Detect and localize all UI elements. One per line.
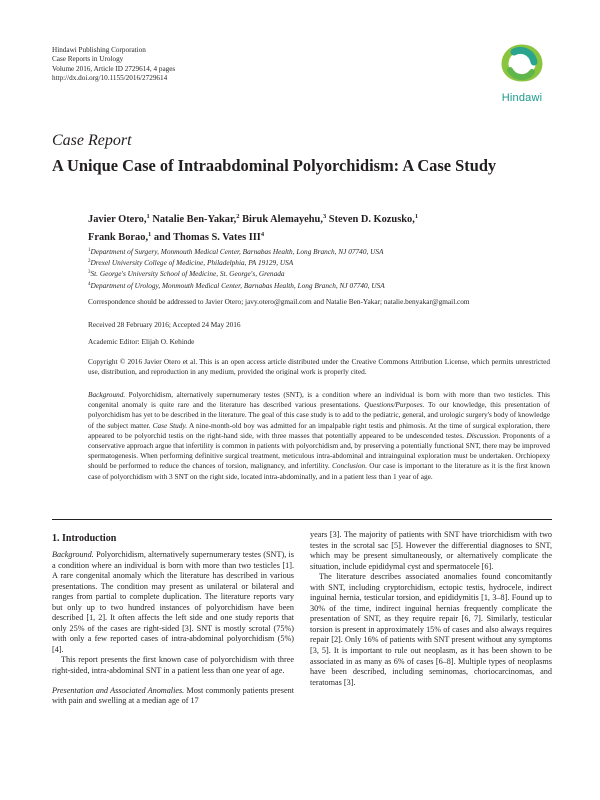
volume-info: Volume 2016, Article ID 2729614, 4 pages: [52, 64, 176, 73]
author: Frank Borao,$^1$: [88, 231, 152, 243]
paragraph: The literature describes associated anomalies found concomitantly with SNT, including cryptorchidism, ectopic testis, hydrocele, indirect inguinal hernia, testicular torsion, and epididymitis [1, 3–8]. Found up to 30% of the time, indirect inguinal hernias frequently complicate the presentation of SNT, as they require repair [6, 7]. Similarly, testicular torsion is present in approximately 15% of cases and also always requires repair [2]. Only 16% of patients with SNT present without any symptoms [3, 5]. It is important to rule out neoplasm, as it has been shown to be associated in as many as 6% of cases [6–8]. Multiple types of neoplasms have been described, including seminomas, choriocarcinomas, and teratomas [3].: [310, 572, 552, 687]
paragraph: Background. Polyorchidism, alternatively supernumerary testes (SNT), is a condition where an individual is born with more than two testicles [1]. A rare congenital anomaly which the literature has described in various presentations. The condition may present as unilateral or bilateral and ranges from partial to complete duplication. The literature reports vary but only up to two hundred instances of polyorchidism have been described [1, 2]. It often affects the left side and one study reports that only 25% of the cases are right-sided [3]. SNT is mostly scrotal (75%) with only a few reported cases of intra-abdominal polyorchidism (5%) [4].: [52, 550, 294, 654]
author: and Thomas S. Vates III$^4$: [153, 231, 265, 243]
author: Steven D. Kozusko,$^1$: [328, 213, 419, 225]
abstract: Background. Polyorchidism, alternatively supernumerary testes (SNT), is a condition where an individual is born with more than two testicles. This congenital anomaly is quite rare and the literature has described various presentations. Questions/Purposes. To our knowledge, this presentation of polyorchidism has yet to be described in the literature. The goal of this case study is to add to the pediatric, general, and urologic surgery's body of knowledge of the subject matter. Case Study. A nine-month-old boy was admitted for an impalpable right testis and phimosis. At the time of surgical exploration, there appeared to be polyorchid testis on the right-hand side, with three masses that potentially appeared to be undescended testes. Discussion. Proponents of a conservative approach argue that infertility is common in patients with polyorchidism and, by preserving a potentially functional SNT, there may be improved spermatogenesis. When performing definitive surgical treatment, meticulous intra-abdominal and intrainguinal exploration must be undertaken. Orchiopexy should be performed to reduce the chances of torsion, malignancy, and infertility. Conclusion. Our case is important to the literature as it is the first known case of polyorchidism with 3 SNT on the right side, located intra-abdominally, and in a patient less than 1 year of age.: [88, 390, 550, 481]
logo-text: Hindawi: [501, 92, 543, 104]
paragraph: years [3]. The majority of patients with SNT have triorchidism with two testes in the scrotal sac [5]. However the differential diagnoses to SNT, which may be present simultaneously, or alternatively complicate the situation, include epididymal cyst and spermatocele [6].: [310, 530, 552, 571]
author: Biruk Alemayehu,$^3$: [242, 213, 327, 225]
author: Javier Otero,$^1$: [88, 213, 150, 225]
journal-info: [52, 46, 175, 84]
article-title: A Unique Case of Intraabdominal Polyorchidism: A Case Study: [52, 156, 497, 175]
correspondence: Correspondence should be addressed to Javier Otero; javy.otero@gmail.com and Natalie Ben-Yakar; natalie.benyakar@gmail.com: [88, 297, 470, 306]
copyright-notice: Copyright © 2016 Javier Otero et al. This is an open access article distributed under the Creative Commons Attribution License, which permits unrestricted use, distribution, and reproduction in any medium, provided the original work is properly cited.: [88, 357, 550, 377]
body-column-left: [52, 550, 294, 707]
author-list: [88, 209, 558, 245]
hindawi-logo: [492, 42, 552, 108]
affiliations: [88, 246, 558, 291]
section-divider: [52, 519, 552, 520]
received-dates: Received 28 February 2016; Accepted 24 May 2016: [88, 320, 241, 329]
section-heading: 1. Introduction: [52, 533, 117, 544]
paragraph: This report presents the first known case of polyorchidism with three right-sided, intra-abdominal SNT in a patient less than one year of age.: [52, 655, 294, 676]
paragraph: Presentation and Associated Anomalies. Most commonly patients present with pain and swelling at a median age of 17: [52, 685, 294, 706]
affiliation: $^4$Department of Urology, Monmouth Medical Center, Barnabas Health, Long Branch, NJ 07740, USA: [88, 280, 385, 290]
author: Natalie Ben-Yakar,$^2$: [152, 213, 240, 225]
academic-editor: Academic Editor: Elijah O. Kehinde: [88, 337, 195, 346]
body-column-right: [310, 530, 552, 688]
article-type: Case Report: [52, 132, 132, 149]
affiliation: $^2$Drexel University College of Medicine, Philadelphia, PA 19129, USA: [88, 258, 294, 268]
journal-name: Case Reports in Urology: [52, 55, 124, 64]
affiliation: $^1$Department of Surgery, Monmouth Medical Center, Barnabas Health, Long Branch, NJ 07740, USA: [88, 247, 384, 256]
publisher: Hindawi Publishing Corporation: [52, 46, 146, 54]
doi-link[interactable]: http://dx.doi.org/10.1155/2016/2729614: [52, 74, 168, 83]
hindawi-logo-icon: [492, 42, 552, 92]
affiliation: $^3$St. George's University School of Medicine, St. George's, Grenada: [88, 269, 285, 279]
